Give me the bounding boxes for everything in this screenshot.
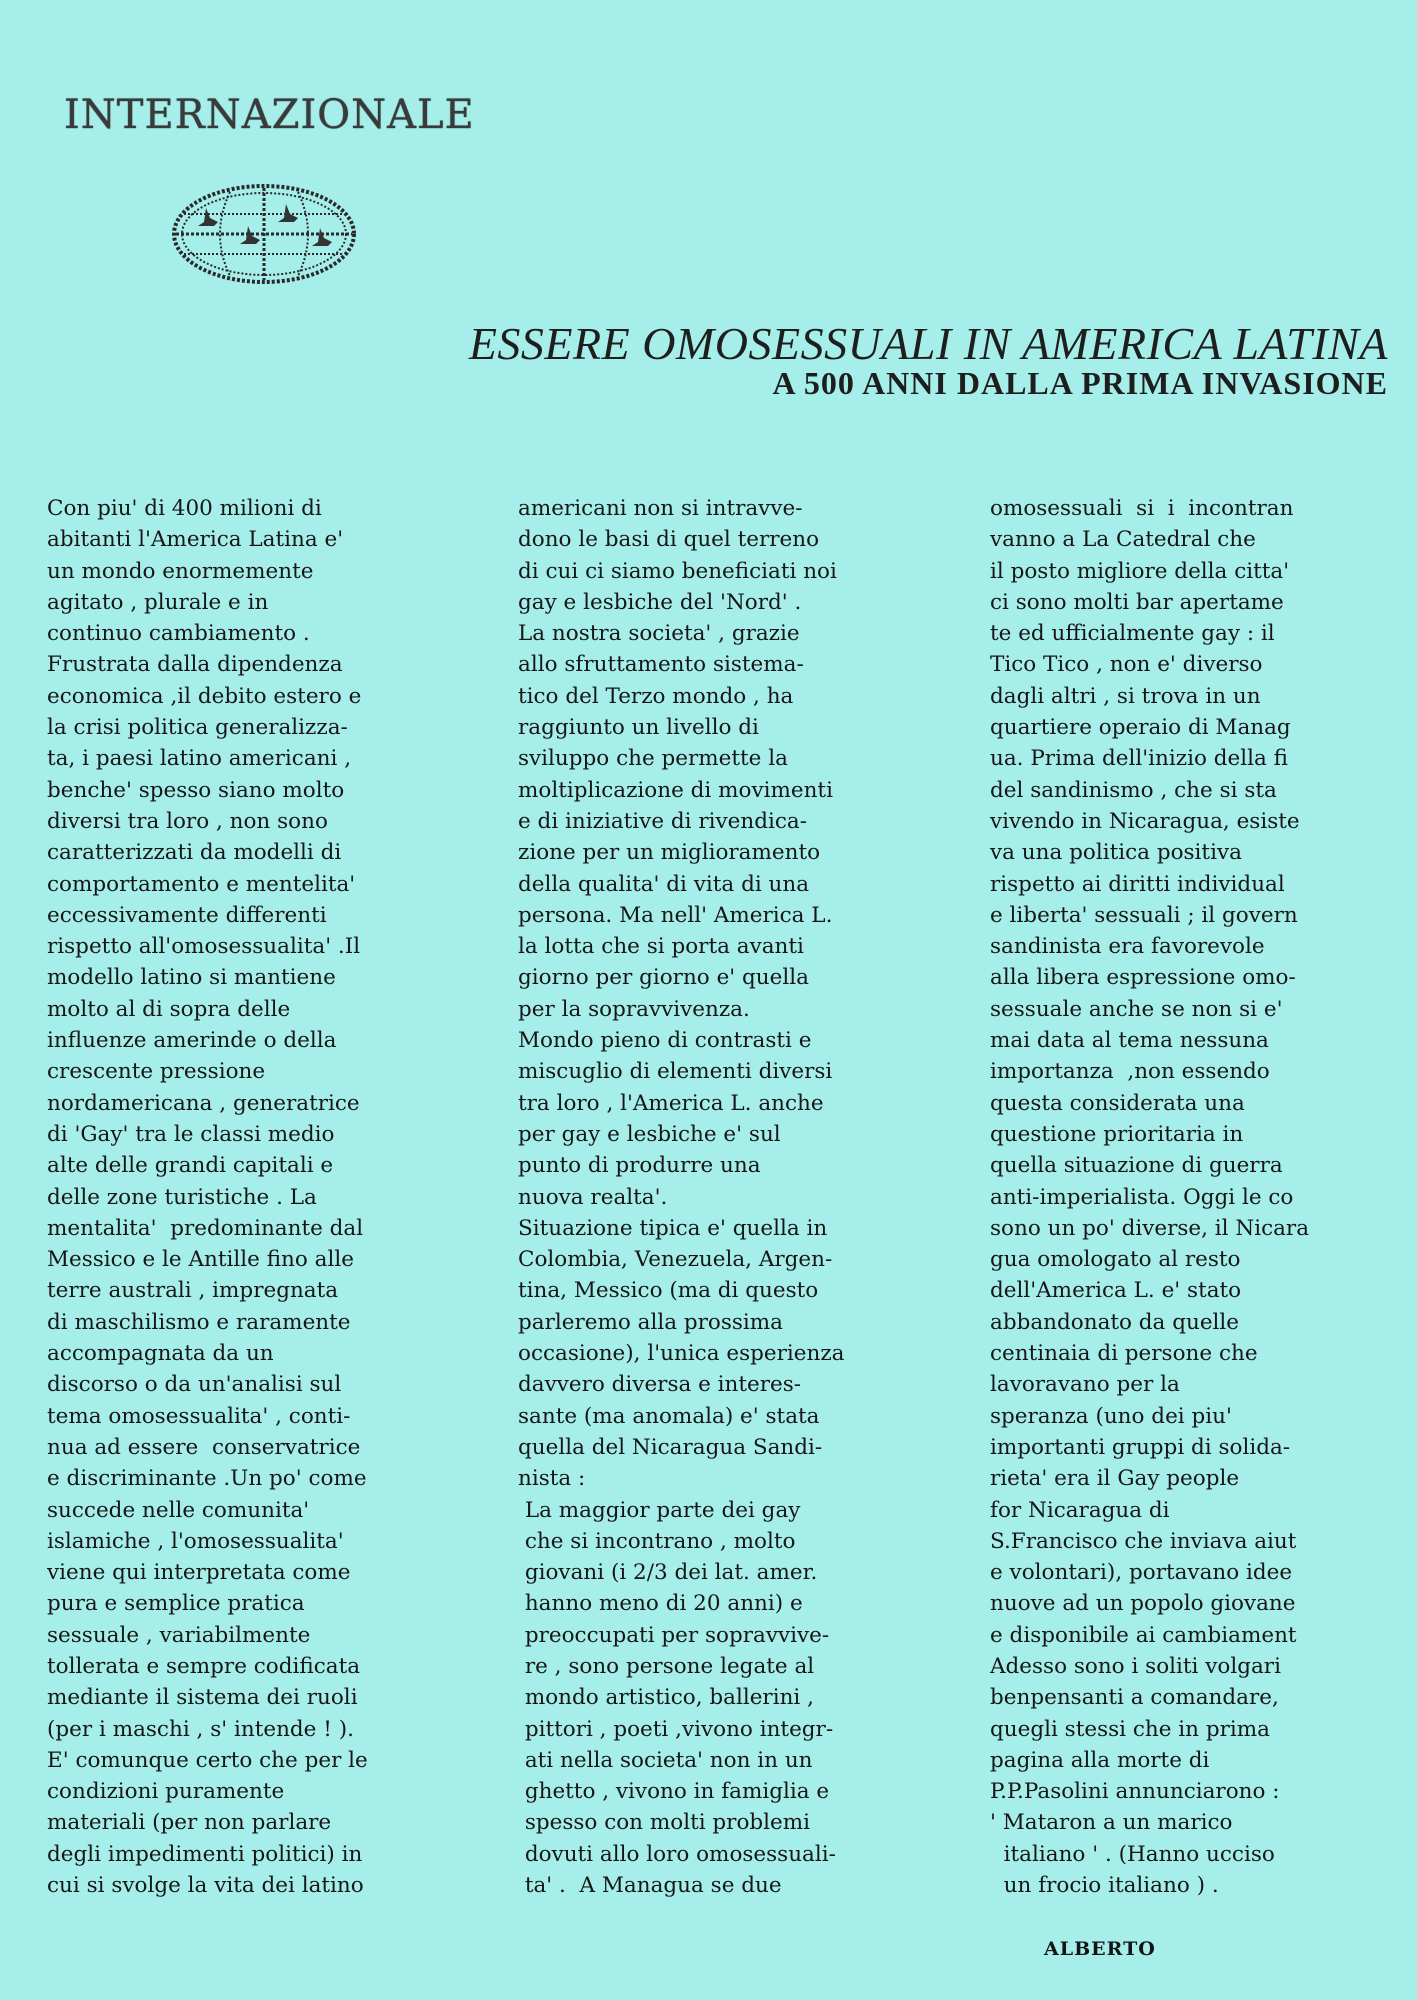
article-line: un mondo enormemente (47, 558, 314, 584)
article-line: raggiunto un livello di (518, 715, 759, 741)
article-line: re , sono persone legate al (518, 1653, 815, 1679)
article-line: mediante il sistema dei ruoli (47, 1685, 358, 1711)
article-line: parleremo alla prossima (518, 1309, 783, 1335)
article-line: sviluppo che permette la (518, 746, 788, 772)
article-line: questa considerata una (990, 1090, 1245, 1116)
article-line: rispetto all'omosessualita' .Il (47, 934, 361, 960)
article-line: dagli altri , si trova in un (990, 683, 1261, 709)
article-column-1 (47, 493, 487, 1901)
article-line: e disponibile ai cambiament (990, 1622, 1297, 1648)
article-line: ati nella societa' non in un (518, 1747, 813, 1773)
article-line: e liberta' sessuali ; il govern (990, 902, 1298, 928)
article-line: hanno meno di 20 anni) e (518, 1591, 803, 1617)
article-line: e di iniziative di rivendica- (518, 808, 807, 834)
article-line: la lotta che si porta avanti (518, 934, 804, 960)
article-line: ua. Prima dell'inizio della fi (990, 746, 1288, 772)
article-line: economica ,il debito estero e (47, 683, 362, 709)
article-line: ta, i paesi latino americani , (47, 746, 352, 772)
article-line: del sandinismo , che si sta (990, 777, 1277, 803)
article-line: di 'Gay' tra le classi medio (47, 1121, 335, 1147)
article-line: sante (ma anomala) e' stata (518, 1403, 820, 1429)
article-line: La nostra societa' , grazie (518, 621, 800, 647)
article-line: P.P.Pasolini annunciarono : (990, 1779, 1280, 1805)
article-line: Tico Tico , non e' diverso (990, 652, 1263, 678)
article-line: molto al di sopra delle (47, 996, 291, 1022)
article-line: alte delle grandi capitali e (47, 1153, 334, 1179)
article-line: quella del Nicaragua Sandi- (518, 1434, 823, 1460)
article-line: giovani (i 2/3 dei lat. amer. (518, 1560, 818, 1586)
article-line: americani non si intravve- (518, 496, 803, 521)
article-line: degli impedimenti politici) in (47, 1841, 363, 1867)
article-line: tema omosessualita' , conti- (47, 1403, 351, 1429)
article-line: nordamericana , generatrice (47, 1090, 360, 1116)
article-line: E' comunque certo che per le (47, 1747, 368, 1773)
article-line: importanti gruppi di solida- (990, 1434, 1291, 1460)
section-heading: INTERNAZIONALE (64, 92, 475, 138)
article-line: abitanti l'America Latina e' (47, 527, 344, 553)
article-line: occasione), l'unica esperienza (518, 1341, 845, 1367)
article-line: di cui ci siamo beneficiati noi (518, 558, 837, 584)
article-line: crescente pressione (47, 1059, 266, 1085)
article-line: importanza ,non essendo (990, 1059, 1270, 1085)
article-line: S.Francisco che inviava aiut (990, 1528, 1297, 1554)
article-line: Colombia, Venezuela, Argen- (518, 1247, 833, 1273)
article-line: diversi tra loro , non sono (47, 808, 328, 834)
globe-with-ships-icon (170, 182, 358, 286)
article-line: nista : (518, 1466, 586, 1492)
article-line: e discriminante .Un po' come (47, 1466, 367, 1492)
article-line: sono un po' diverse, il Nicara (990, 1215, 1310, 1241)
article-line: Adesso sono i soliti volgari (990, 1653, 1281, 1679)
article-line: eccessivamente differenti (47, 902, 327, 928)
article-line: tollerata e sempre codificata (47, 1653, 361, 1679)
article-line: punto di produrre una (518, 1153, 761, 1179)
article-subheadline: A 500 ANNI DALLA PRIMA INVASIONE (772, 365, 1388, 401)
article-line: comportamento e mentelita' (47, 871, 356, 897)
author-signature: ALBERTO (1044, 1938, 1156, 1960)
article-line: islamiche , l'omosessualita' (47, 1528, 344, 1554)
article-line: tina, Messico (ma di questo (518, 1278, 819, 1304)
article-line: Situazione tipica e' quella in (518, 1215, 828, 1241)
article-line: preoccupati per sopravvive- (518, 1622, 830, 1648)
article-line: nuova realta'. (518, 1184, 668, 1210)
article-line: terre australi , impregnata (47, 1278, 339, 1304)
article-line: condizioni puramente (47, 1779, 285, 1805)
article-line: te ed ufficialmente gay : il (990, 621, 1275, 647)
article-line: abbandonato da quelle (990, 1309, 1240, 1335)
article-line: succede nelle comunita' (47, 1497, 310, 1523)
article-line: viene qui interpretata come (47, 1560, 351, 1586)
article-line: benche' spesso siano molto (47, 777, 345, 803)
article-line: nuove ad un popolo giovane (990, 1591, 1296, 1617)
article-column-2 (518, 493, 958, 1901)
article-line: il posto migliore della citta' (990, 558, 1290, 584)
article-line: zione per un miglioramento (518, 840, 821, 866)
article-line: mondo artistico, ballerini , (518, 1685, 814, 1711)
article-line: centinaia di persone che (990, 1341, 1258, 1367)
article-line: Con piu' di 400 milioni di (47, 496, 322, 521)
article-line: davvero diversa e interes- (518, 1372, 802, 1398)
article-line: questione prioritaria in (990, 1121, 1244, 1147)
article-line: quartiere operaio di Manag (990, 715, 1291, 741)
article-line: rieta' era il Gay people (990, 1466, 1240, 1492)
article-line: miscuglio di elementi diversi (518, 1059, 833, 1085)
article-line: va una politica positiva (990, 840, 1242, 866)
article-line: dono le basi di quel terreno (518, 527, 820, 553)
article-line: tra loro , l'America L. anche (518, 1090, 824, 1116)
article-line: e volontari), portavano idee (990, 1560, 1293, 1586)
article-line: pagina alla morte di (990, 1747, 1210, 1773)
article-line: la crisi politica generalizza- (47, 715, 348, 741)
article-line: Frustrata dalla dipendenza (47, 652, 343, 678)
article-line: alla libera espressione omo- (990, 965, 1296, 991)
article-line: mentalita' predominante dal (47, 1215, 364, 1241)
article-line: ci sono molti bar apertame (990, 589, 1284, 615)
article-line: gua omologato al resto (990, 1247, 1241, 1273)
article-line: Messico e le Antille fino alle (47, 1247, 354, 1273)
article-line: per la sopravvivenza. (518, 996, 750, 1022)
article-line: materiali (per non parlare (47, 1810, 332, 1836)
article-line: influenze amerinde o della (47, 1028, 337, 1054)
article-line: per gay e lesbiche e' sul (518, 1121, 781, 1147)
article-line: mai data al tema nessuna (990, 1028, 1269, 1054)
article-line: ghetto , vivono in famiglia e (518, 1779, 830, 1805)
article-line: modello latino si mantiene (47, 965, 336, 991)
article-line: (per i maschi , s' intende ! ). (47, 1716, 354, 1742)
article-line: giorno per giorno e' quella (518, 965, 809, 991)
article-line: un frocio italiano ) . (990, 1873, 1219, 1899)
article-column-3 (990, 493, 1417, 1901)
article-line: caratterizzati da modelli di (47, 840, 342, 866)
article-line: vanno a La Catedral che (990, 527, 1256, 553)
article-line: La maggior parte dei gay (518, 1497, 801, 1523)
article-line: pura e semplice pratica (47, 1591, 305, 1617)
article-line: quegli stessi che in prima (990, 1716, 1270, 1742)
article-line: cui si svolge la vita dei latino (47, 1873, 364, 1899)
article-line: delle zone turistiche . La (47, 1184, 317, 1210)
article-line: sessuale anche se non si e' (990, 996, 1283, 1022)
article-line: quella situazione di guerra (990, 1153, 1283, 1179)
article-line: dovuti allo loro omosessuali- (518, 1841, 836, 1867)
article-line: rispetto ai diritti individual (990, 871, 1285, 897)
article-line: benpensanti a comandare, (990, 1685, 1279, 1711)
article-line: della qualita' di vita di una (518, 871, 810, 897)
article-line: for Nicaragua di (990, 1497, 1170, 1523)
article-line: Mondo pieno di contrasti e (518, 1028, 812, 1054)
article-line: accompagnata da un (47, 1341, 274, 1367)
article-line: agitato , plurale e in (47, 589, 269, 615)
article-line: speranza (uno dei piu' (990, 1403, 1232, 1429)
article-line: tico del Terzo mondo , ha (518, 683, 794, 709)
article-line: italiano ' . (Hanno ucciso (990, 1841, 1275, 1867)
article-line: vivendo in Nicaragua, esiste (990, 808, 1300, 834)
article-line: che si incontrano , molto (518, 1528, 796, 1554)
article-line: dell'America L. e' stato (990, 1278, 1242, 1304)
article-line: ' Mataron a un marico (990, 1810, 1233, 1836)
article-line: spesso con molti problemi (518, 1810, 811, 1836)
article-line: discorso o da un'analisi sul (47, 1372, 342, 1398)
article-line: sessuale , variabilmente (47, 1622, 311, 1648)
article-line: continuo cambiamento . (47, 621, 310, 647)
article-line: gay e lesbiche del 'Nord' . (518, 589, 802, 615)
article-line: omosessuali si i incontran (990, 496, 1294, 521)
article-line: ta' . A Managua se due (518, 1873, 782, 1899)
article-line: nua ad essere conservatrice (47, 1434, 361, 1460)
article-line: allo sfruttamento sistema- (518, 652, 804, 678)
article-line: sandinista era favorevole (990, 934, 1265, 960)
article-line: persona. Ma nell' America L. (518, 902, 833, 928)
article-line: di maschilismo e raramente (47, 1309, 351, 1335)
article-line: pittori , poeti ,vivono integr- (518, 1716, 834, 1742)
article-line: lavoravano per la (990, 1372, 1180, 1398)
article-headline: ESSERE OMOSESSUALI IN AMERICA LATINA (468, 318, 1388, 369)
article-line: anti-imperialista. Oggi le co (990, 1184, 1294, 1210)
article-line: moltiplicazione di movimenti (518, 777, 833, 803)
